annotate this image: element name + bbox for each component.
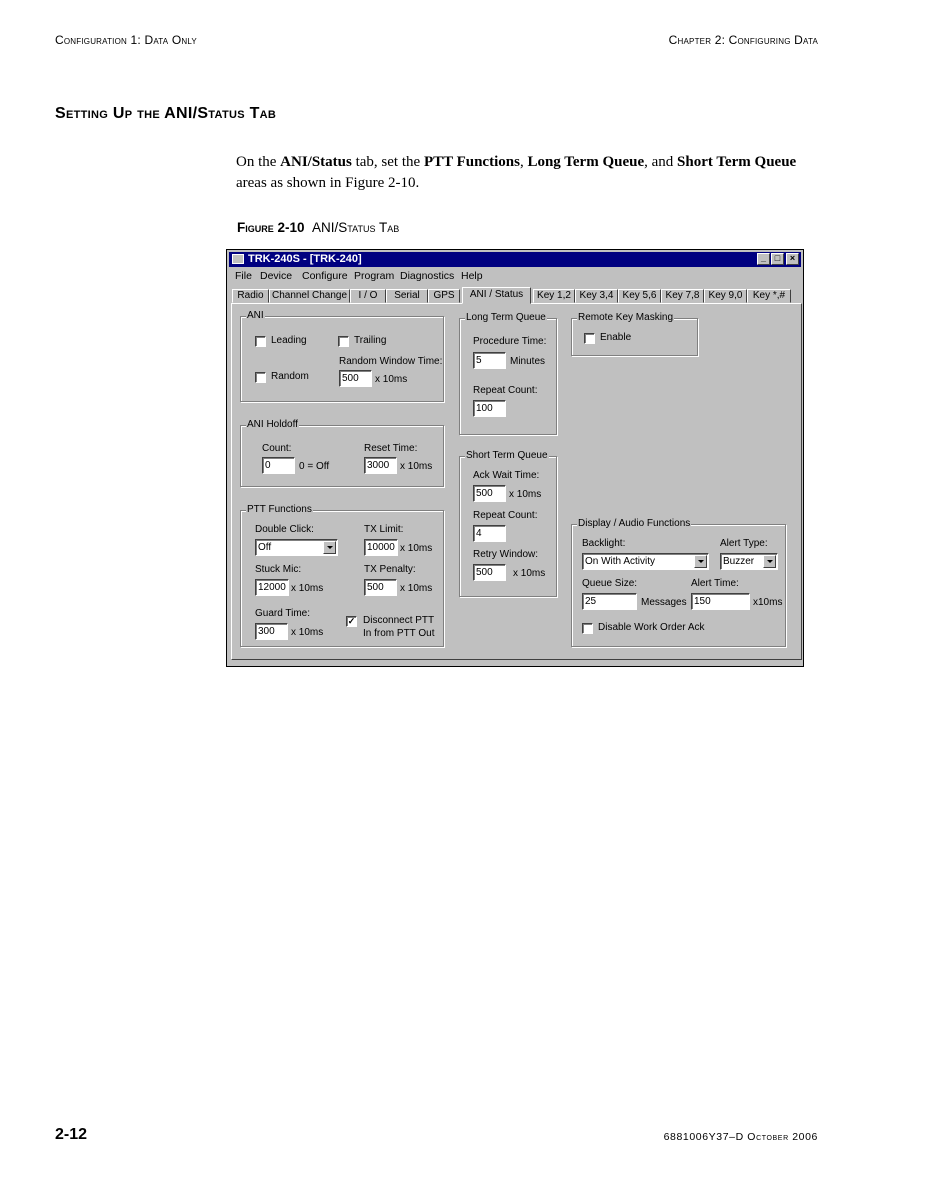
tab-strip — [232, 287, 801, 304]
tab-key-3-4[interactable]: Key 3,4 — [575, 289, 618, 303]
double-click-label: Double Click: — [255, 524, 314, 535]
tx-penalty-label: TX Penalty: — [364, 564, 416, 575]
tab-key-5-6[interactable]: Key 5,6 — [618, 289, 661, 303]
tab-io[interactable]: I / O — [350, 289, 386, 303]
display-audio-group — [571, 518, 786, 647]
backlight-select[interactable]: On With Activity — [582, 553, 709, 570]
guard-time-input[interactable]: 300 — [255, 623, 288, 640]
trailing-checkbox[interactable] — [338, 336, 349, 347]
tab-serial[interactable]: Serial — [386, 289, 428, 303]
tx-limit-unit: x 10ms — [400, 543, 433, 554]
count-input[interactable]: 0 — [262, 457, 295, 474]
tx-limit-input[interactable]: 10000 — [364, 539, 398, 556]
short-term-queue-label: Short Term Queue — [466, 450, 548, 461]
menu-device[interactable]: Device — [260, 270, 293, 282]
short-repeat-count-input[interactable]: 4 — [473, 525, 506, 542]
random-window-input[interactable]: 500 — [339, 370, 372, 387]
ptt-functions-group — [240, 504, 444, 647]
guard-time-unit: x 10ms — [291, 627, 324, 638]
count-note: 0 = Off — [299, 461, 330, 472]
tab-gps[interactable]: GPS — [428, 289, 460, 303]
ptt-functions-label: PTT Functions — [247, 504, 312, 515]
minimize-button[interactable]: _ — [757, 253, 770, 265]
window-titlebar[interactable] — [229, 252, 801, 267]
procedure-time-unit: Minutes — [510, 356, 546, 367]
chevron-down-icon[interactable] — [323, 541, 336, 554]
queue-size-label: Queue Size: — [582, 578, 638, 589]
app-icon — [232, 254, 244, 264]
ani-holdoff-label: ANI Holdoff — [247, 419, 298, 430]
figure-number: Figure 2-10 — [237, 220, 305, 235]
chevron-down-icon[interactable] — [763, 555, 776, 568]
disable-ack-label: Disable Work Order Ack — [598, 622, 705, 633]
tab-key-star-hash[interactable]: Key *,# — [747, 289, 791, 303]
ani-group — [240, 310, 444, 402]
short-repeat-count-label: Repeat Count: — [473, 510, 538, 521]
alert-time-input[interactable]: 150 — [691, 593, 750, 610]
stuck-mic-input[interactable]: 12000 — [255, 579, 289, 596]
running-header-left: Configuration 1: Data Only — [55, 33, 197, 47]
ack-wait-time-label: Ack Wait Time: — [473, 470, 540, 481]
tab-radio[interactable]: Radio — [232, 289, 269, 303]
chevron-down-icon[interactable] — [694, 555, 707, 568]
app-window — [226, 249, 804, 667]
remote-key-masking-group — [571, 312, 698, 356]
tx-limit-label: TX Limit: — [364, 524, 404, 535]
retry-window-unit: x 10ms — [513, 568, 546, 579]
guard-time-label: Guard Time: — [255, 608, 311, 619]
ani-holdoff-group — [240, 419, 444, 487]
menu-program[interactable]: Program — [354, 270, 395, 282]
double-click-select[interactable]: Off — [255, 539, 338, 556]
remote-key-masking-label: Remote Key Masking — [578, 312, 674, 323]
stuck-mic-unit: x 10ms — [291, 583, 324, 594]
count-label: Count: — [262, 443, 292, 454]
menu-diagnostics[interactable]: Diagnostics — [400, 270, 455, 282]
ack-wait-time-unit: x 10ms — [509, 489, 542, 500]
stuck-mic-label: Stuck Mic: — [255, 564, 302, 575]
alert-type-label: Alert Type: — [720, 538, 768, 549]
disconnect-ptt-checkbox[interactable]: ✓ — [347, 616, 356, 626]
maximize-button[interactable]: □ — [771, 253, 784, 265]
tab-key-7-8[interactable]: Key 7,8 — [661, 289, 704, 303]
reset-time-unit: x 10ms — [400, 461, 433, 472]
tab-ani-status[interactable]: ANI / Status — [462, 287, 531, 304]
long-repeat-count-label: Repeat Count: — [473, 385, 538, 396]
document-id: 6881006Y37–D October 2006 — [663, 1131, 818, 1143]
alert-type-select[interactable]: Buzzer — [720, 553, 778, 570]
tab-channel-change[interactable]: Channel Change — [269, 289, 350, 303]
reset-time-input[interactable]: 3000 — [364, 457, 397, 474]
long-repeat-count-input[interactable]: 100 — [473, 400, 506, 417]
retry-window-label: Retry Window: — [473, 549, 539, 560]
alert-time-unit: x10ms — [753, 597, 783, 608]
long-term-queue-label: Long Term Queue — [466, 312, 546, 323]
random-checkbox[interactable] — [255, 372, 266, 383]
tx-penalty-input[interactable]: 500 — [364, 579, 397, 596]
leading-label: Leading — [271, 335, 307, 346]
random-window-label: Random Window Time: — [339, 356, 443, 367]
tab-key-9-0[interactable]: Key 9,0 — [704, 289, 747, 303]
reset-time-label: Reset Time: — [364, 443, 418, 454]
retry-window-input[interactable]: 500 — [473, 564, 506, 581]
tab-key-1-2[interactable]: Key 1,2 — [533, 289, 575, 303]
disconnect-ptt-label-line1: Disconnect PTT — [363, 615, 435, 626]
disable-ack-checkbox[interactable] — [582, 623, 593, 634]
section-title: Setting Up the ANI/Status Tab — [55, 105, 277, 122]
menu-configure[interactable]: Configure — [302, 270, 348, 282]
queue-size-input[interactable]: 25 — [582, 593, 637, 610]
menu-file[interactable]: File — [235, 270, 252, 282]
close-button[interactable]: × — [786, 253, 799, 265]
intro-paragraph: On the ANI/Status tab, set the PTT Functions, Long Term Queue, and Short Term Queue areas as shown in Figure 2-10. — [236, 154, 797, 191]
long-term-queue-group — [459, 312, 557, 435]
random-window-unit: x 10ms — [375, 374, 408, 385]
procedure-time-label: Procedure Time: — [473, 336, 547, 347]
short-term-queue-group — [459, 450, 557, 597]
menu-help[interactable]: Help — [461, 270, 483, 282]
display-audio-label: Display / Audio Functions — [578, 518, 691, 529]
window-title: TRK-240S - [TRK-240] — [248, 253, 362, 265]
figure-caption — [237, 220, 399, 235]
trailing-label: Trailing — [354, 335, 387, 346]
alert-time-label: Alert Time: — [691, 578, 739, 589]
figure-title: ANI/Status Tab — [312, 220, 400, 235]
ani-group-label: ANI — [247, 310, 264, 321]
ani-status-panel — [231, 303, 802, 660]
queue-size-unit: Messages — [641, 597, 687, 608]
page-number: 2-12 — [55, 1126, 88, 1143]
ack-wait-time-input[interactable]: 500 — [473, 485, 506, 502]
running-header-right: Chapter 2: Configuring Data — [668, 33, 818, 47]
leading-checkbox[interactable] — [255, 336, 266, 347]
remote-enable-checkbox[interactable] — [584, 333, 595, 344]
disconnect-ptt-label-line2: In from PTT Out — [363, 628, 435, 639]
procedure-time-input[interactable]: 5 — [473, 352, 506, 369]
backlight-label: Backlight: — [582, 538, 626, 549]
random-label: Random — [271, 371, 309, 382]
remote-enable-label: Enable — [600, 332, 632, 343]
tx-penalty-unit: x 10ms — [400, 583, 433, 594]
